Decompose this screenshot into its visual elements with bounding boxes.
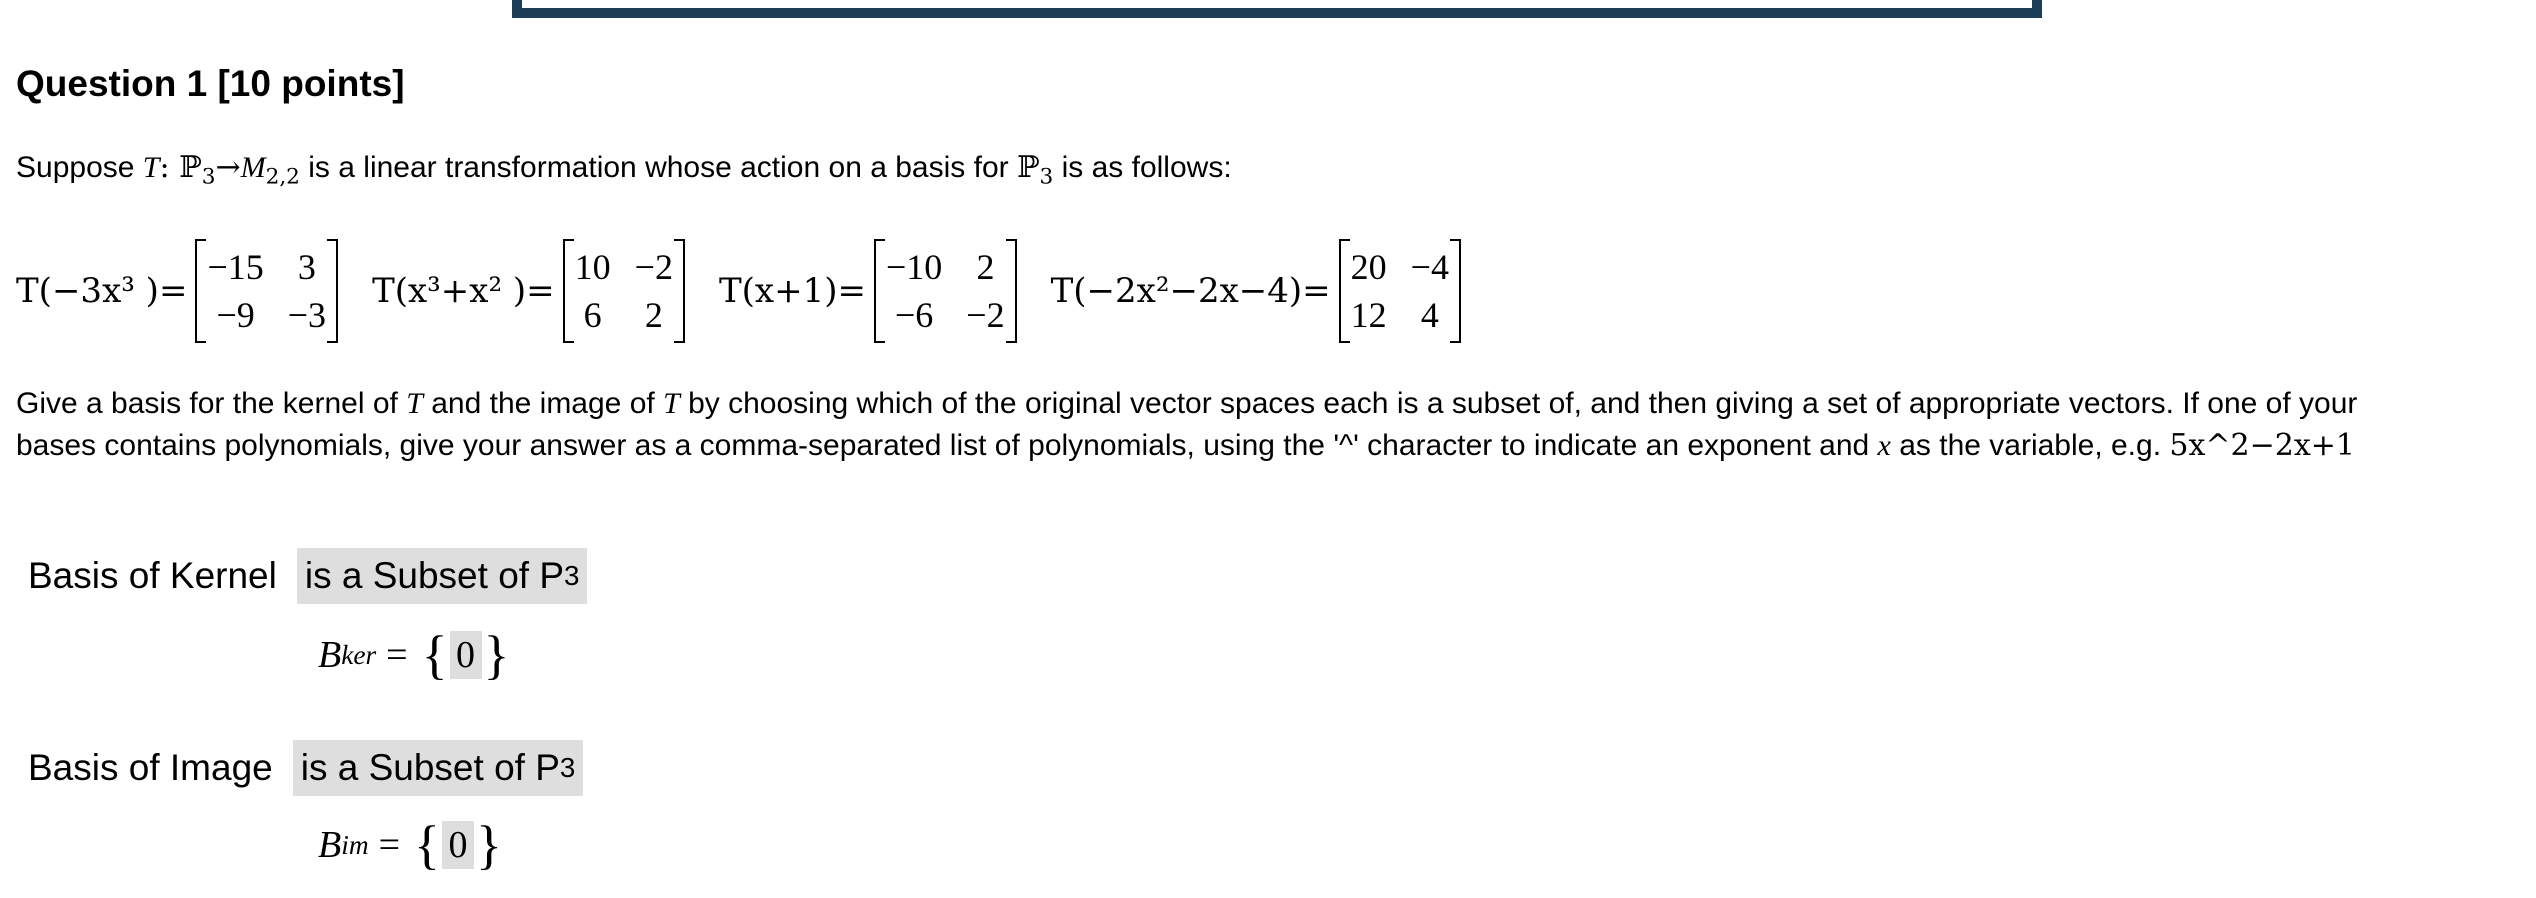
instructions-x: x [1877, 429, 1891, 462]
image-basis-sub: im [341, 829, 369, 860]
intro-m: M [240, 151, 266, 184]
transformation-lhs: T(x+1)= [718, 271, 866, 311]
transformation-lhs: T(−3x³ )= [16, 271, 188, 311]
instructions-text: by choosing which of the original vector spaces each is a subset of, and then giving a set of appropriate vectors. If one of your [679, 387, 2358, 420]
image-subset-sub: 3 [559, 752, 576, 783]
matrix-cell: −10 [885, 247, 943, 287]
kernel-subset-select[interactable] [297, 548, 588, 604]
kernel-basis-name: B [318, 634, 342, 676]
matrix-cell: −9 [216, 295, 255, 335]
image-basis-name: B [318, 824, 342, 866]
kernel-basis-row [318, 625, 510, 685]
image-basis-row [318, 815, 502, 875]
image-label: Basis of Image [28, 747, 273, 788]
kernel-equals: = [386, 634, 408, 676]
instructions-text: Give a basis for the kernel of [16, 387, 407, 420]
intro-p-symbol: ℙ [179, 150, 202, 185]
matrix-cell: 3 [297, 247, 316, 287]
matrix-cell: 4 [1420, 295, 1439, 335]
kernel-label: Basis of Kernel [28, 555, 277, 596]
image-answer-row [28, 740, 583, 796]
intro-p-symbol-2: ℙ [1016, 150, 1040, 185]
instructions-text: bases contains polynomials, give your answer as a comma-separated list of polynomials, using the '^' character to indicate an exponent and [16, 429, 1878, 462]
intro-arrow: → [215, 150, 241, 185]
image-subset-text: is a Subset of P [300, 747, 560, 788]
matrix-cell: 2 [976, 247, 995, 287]
kernel-open-brace: { [421, 625, 448, 685]
question-intro [16, 150, 1232, 190]
matrix-cell: −15 [207, 247, 264, 287]
intro-mid: is a linear transformation whose action on a basis for [299, 151, 1017, 184]
matrix-cell: −4 [1410, 247, 1449, 287]
matrix-cell: −3 [287, 295, 327, 335]
image-basis-input[interactable]: 0 [442, 821, 474, 869]
image-close-brace: } [475, 815, 502, 875]
transformation-4 [1051, 239, 1461, 343]
transformation-matrix [563, 239, 685, 343]
transformation-2 [372, 239, 685, 343]
transformation-matrix [874, 239, 1017, 343]
transformation-list [16, 236, 1495, 346]
matrix-cell: 6 [583, 295, 602, 335]
matrix-cell: −6 [894, 295, 934, 335]
instructions-line-2 [16, 428, 2355, 464]
kernel-basis-sub: ker [341, 639, 377, 670]
kernel-close-brace: } [483, 625, 510, 685]
instructions-t: T [663, 387, 680, 420]
matrix-cell: −2 [634, 247, 673, 287]
question-heading: Question 1 [10 points] [16, 63, 405, 104]
intro-colon: : [159, 150, 180, 185]
intro-m-sub: 2,2 [265, 164, 300, 190]
matrix-cell: 10 [574, 247, 611, 287]
transformation-matrix [195, 239, 338, 343]
kernel-subset-sub: 3 [564, 560, 580, 591]
transformation-lhs: T(x³+x² )= [372, 271, 555, 311]
image-equals: = [378, 824, 401, 866]
intro-p-sub-2: 3 [1039, 164, 1054, 190]
instructions-example: 5x^2−2x+1 [2169, 428, 2355, 463]
kernel-answer-row [28, 548, 587, 604]
instructions-line-1 [16, 386, 2357, 422]
instructions-t: T [406, 387, 423, 420]
transformation-3 [719, 239, 1017, 343]
matrix-cell: 12 [1350, 295, 1387, 335]
transformation-matrix [1339, 239, 1461, 343]
kernel-basis-input[interactable]: 0 [450, 631, 482, 679]
matrix-cell: 2 [644, 295, 663, 335]
instructions-text: as the variable, e.g. [1890, 429, 2170, 462]
image-subset-select[interactable] [293, 740, 584, 796]
transformation-1 [16, 239, 338, 343]
content-frame [512, 0, 2042, 18]
image-open-brace: { [414, 815, 440, 875]
matrix-cell: −2 [966, 295, 1005, 335]
intro-p-sub: 3 [201, 164, 216, 190]
intro-post: is as follows: [1053, 151, 1232, 184]
instructions-text: and the image of [422, 387, 664, 420]
transformation-lhs: T(−2x²−2x−4)= [1050, 271, 1331, 311]
intro-t: T [142, 151, 160, 184]
kernel-subset-text: is a Subset of P [304, 555, 565, 596]
intro-pre: Suppose [16, 151, 143, 184]
matrix-cell: 20 [1350, 247, 1387, 287]
